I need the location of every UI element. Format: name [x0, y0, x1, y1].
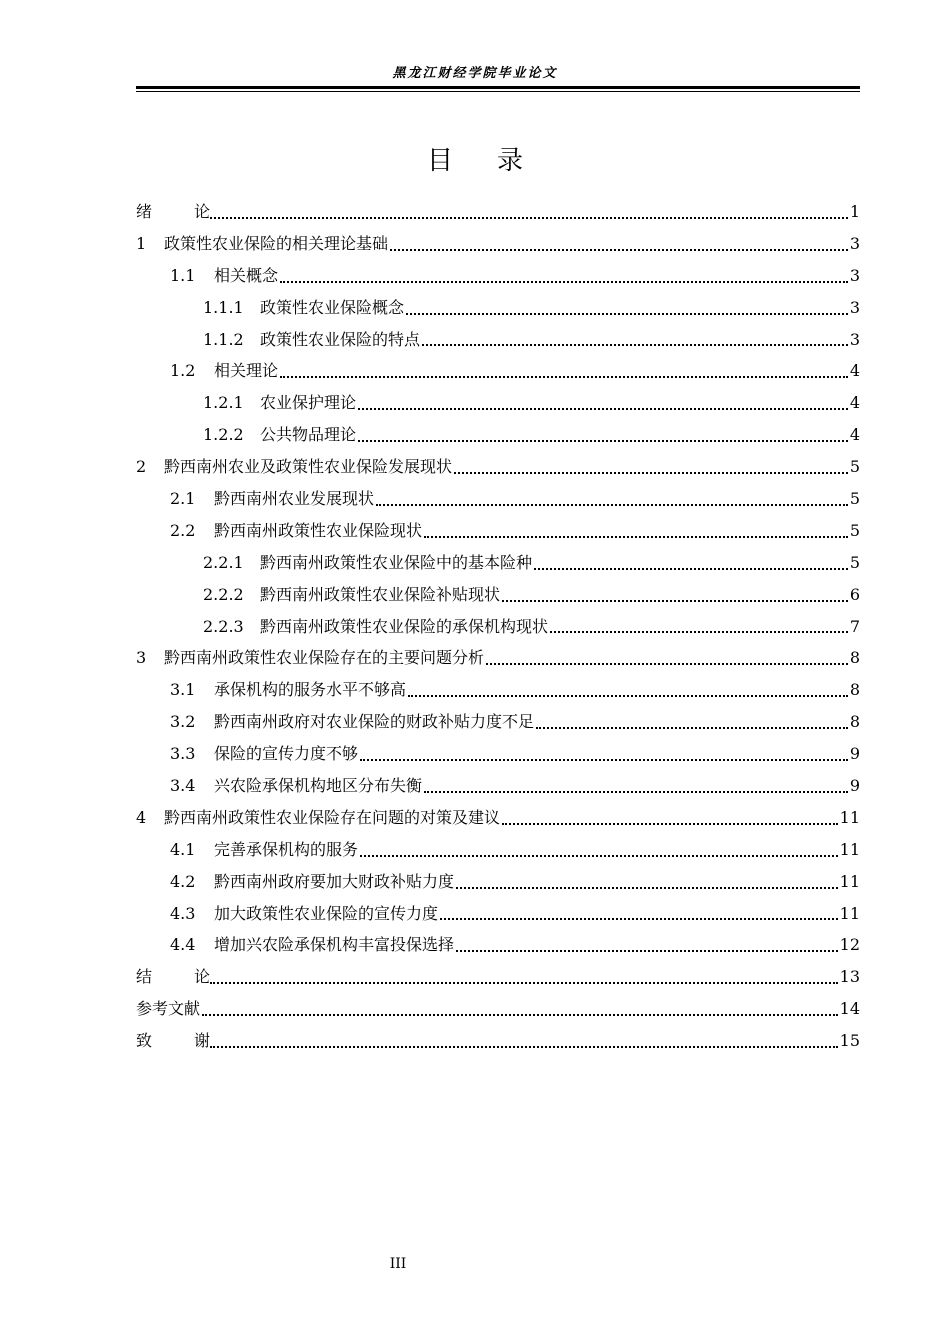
- toc-entry-title: 黔西南州政策性农业保险现状: [214, 520, 423, 540]
- toc-leader-dots: [202, 1013, 838, 1016]
- toc-leader-dots: [390, 248, 848, 251]
- toc-entry-page: 13: [839, 967, 860, 987]
- toc-entry-number: 1.1.1: [203, 297, 244, 317]
- toc-entry[interactable]: [136, 802, 860, 834]
- toc-leader-dots: [456, 886, 838, 889]
- toc-entry[interactable]: [136, 961, 860, 993]
- toc-leader-dots: [358, 407, 848, 410]
- toc-entry-title: 黔西南州政策性农业保险存在的主要问题分析: [164, 648, 485, 668]
- toc-leader-dots: [358, 439, 848, 442]
- toc-entry-title: 黔西南州政策性农业保险补贴现状: [260, 584, 501, 604]
- toc-entry[interactable]: [136, 292, 860, 324]
- toc-entry[interactable]: [136, 419, 860, 451]
- toc-entry-page: 3: [849, 265, 860, 285]
- toc-entry[interactable]: [136, 547, 860, 579]
- toc-entry[interactable]: [136, 993, 860, 1025]
- toc-entry-number: 4.2: [170, 871, 196, 891]
- toc-entry-number: 1.1: [170, 265, 196, 285]
- toc-entry[interactable]: [136, 579, 860, 611]
- toc-entry-page: 5: [849, 552, 860, 572]
- toc-entry-title: 承保机构的服务水平不够高: [214, 680, 407, 700]
- toc-entry[interactable]: [136, 196, 860, 228]
- toc-entry-page: 11: [839, 871, 860, 891]
- toc-entry-title: 黔西南州农业及政策性农业保险发展现状: [164, 457, 453, 477]
- toc-entry[interactable]: [136, 898, 860, 930]
- toc-entry-page: 11: [839, 903, 860, 923]
- toc-entry[interactable]: [136, 642, 860, 674]
- toc-entry-title: 政策性农业保险概念: [260, 297, 405, 317]
- toc-entry-page: 11: [839, 807, 860, 827]
- header-rule-thin: [136, 91, 860, 92]
- page-number: III: [389, 1256, 407, 1272]
- toc-entry-page: 8: [849, 680, 860, 700]
- toc-entry-page: 5: [849, 457, 860, 477]
- toc-leader-dots: [422, 343, 848, 346]
- toc-entry-title: 保险的宣传力度不够: [214, 744, 359, 764]
- toc-entry[interactable]: [136, 260, 860, 292]
- toc-leader-dots: [550, 630, 848, 633]
- toc-entry-title: 黔西南州政策性农业保险中的基本险种: [260, 552, 533, 572]
- toc-leader-dots: [456, 949, 838, 952]
- toc-title: 目录: [426, 146, 567, 176]
- toc-leader-dots: [502, 599, 848, 602]
- toc-entry[interactable]: [136, 929, 860, 961]
- toc-entry-number: 4.1: [170, 839, 196, 859]
- toc-entry-page: 6: [849, 584, 860, 604]
- toc-entry-page: 3: [849, 329, 860, 349]
- toc-leader-dots: [534, 567, 848, 570]
- toc-entry-title: 增加兴农险承保机构丰富投保选择: [214, 935, 455, 955]
- toc-leader-dots: [486, 662, 848, 665]
- toc-entry-page: 4: [849, 393, 860, 413]
- toc-entry-page: 4: [849, 425, 860, 445]
- toc-entry[interactable]: [136, 834, 860, 866]
- toc-entry-page: 5: [849, 520, 860, 540]
- toc-entry[interactable]: [136, 451, 860, 483]
- toc-entry-title: 致谢: [136, 1031, 253, 1051]
- toc-entry-number: 2.2.2: [203, 584, 244, 604]
- toc-entry-title: 相关概念: [214, 265, 279, 285]
- toc-entry-number: 2.1: [170, 488, 196, 508]
- toc-entry-number: 3.4: [170, 775, 196, 795]
- toc-entry-number: 1.2.2: [203, 425, 244, 445]
- toc-entry[interactable]: [136, 228, 860, 260]
- toc-leader-dots: [424, 535, 848, 538]
- toc-entry-number: 1: [136, 233, 147, 253]
- toc-leader-dots: [454, 471, 848, 474]
- toc-entry[interactable]: [136, 387, 860, 419]
- toc-entry-title: 公共物品理论: [260, 425, 357, 445]
- toc-entry-title: 参考文献: [136, 999, 201, 1019]
- toc-entry-title: 绪论: [136, 201, 253, 221]
- toc-entry-title: 加大政策性农业保险的宣传力度: [214, 903, 439, 923]
- toc-entry-page: 9: [849, 775, 860, 795]
- toc-leader-dots: [280, 280, 848, 283]
- toc-entry[interactable]: [136, 483, 860, 515]
- toc-entry-number: 1.2.1: [203, 393, 244, 413]
- toc-leader-dots: [408, 694, 848, 697]
- toc-entry-title: 完善承保机构的服务: [214, 839, 359, 859]
- toc-leader-dots: [502, 822, 838, 825]
- toc-leader-dots: [536, 726, 848, 729]
- toc-entry[interactable]: [136, 770, 860, 802]
- toc-entry-title: 政策性农业保险的相关理论基础: [164, 233, 389, 253]
- toc-entry[interactable]: [136, 706, 860, 738]
- toc-entry-title: 黔西南州政府要加大财政补贴力度: [214, 871, 455, 891]
- toc-entry-title: 结论: [136, 967, 253, 987]
- toc-entry-title: 黔西南州农业发展现状: [214, 488, 375, 508]
- toc-entry-page: 4: [849, 361, 860, 381]
- toc-entry-page: 3: [849, 297, 860, 317]
- toc-entry-title: 黔西南州政府对农业保险的财政补贴力度不足: [214, 712, 535, 732]
- table-of-contents: [136, 196, 860, 1057]
- toc-leader-dots: [210, 1045, 838, 1048]
- toc-entry-number: 1.2: [170, 361, 196, 381]
- toc-entry-number: 2.2.1: [203, 552, 244, 572]
- toc-leader-dots: [210, 216, 848, 219]
- toc-leader-dots: [424, 790, 848, 793]
- toc-entry-number: 3.3: [170, 744, 196, 764]
- toc-leader-dots: [360, 758, 848, 761]
- toc-entry-page: 1: [849, 201, 860, 221]
- toc-entry[interactable]: [136, 1025, 860, 1057]
- toc-entry-page: 7: [849, 616, 860, 636]
- toc-entry-number: 3.1: [170, 680, 196, 700]
- toc-entry-page: 8: [849, 648, 860, 668]
- toc-entry[interactable]: [136, 355, 860, 387]
- toc-entry[interactable]: [136, 866, 860, 898]
- toc-entry-number: 4: [136, 807, 147, 827]
- toc-leader-dots: [440, 917, 838, 920]
- toc-leader-dots: [210, 981, 838, 984]
- toc-entry[interactable]: [136, 738, 860, 770]
- toc-entry-number: 2: [136, 457, 147, 477]
- toc-entry-number: 2.2: [170, 520, 196, 540]
- toc-leader-dots: [360, 854, 838, 857]
- toc-entry-page: 9: [849, 744, 860, 764]
- toc-entry-page: 15: [839, 1031, 860, 1051]
- toc-entry-number: 3.2: [170, 712, 196, 732]
- toc-entry[interactable]: [136, 515, 860, 547]
- toc-entry-page: 8: [849, 712, 860, 732]
- toc-entry-number: 1.1.2: [203, 329, 244, 349]
- toc-entry-page: 3: [849, 233, 860, 253]
- toc-entry-title: 兴农险承保机构地区分布失衡: [214, 775, 423, 795]
- toc-entry[interactable]: [136, 674, 860, 706]
- toc-entry-title: 相关理论: [214, 361, 279, 381]
- toc-entry-number: 4.3: [170, 903, 196, 923]
- toc-entry-title: 农业保护理论: [260, 393, 357, 413]
- toc-entry-page: 11: [839, 839, 860, 859]
- toc-entry[interactable]: [136, 324, 860, 356]
- toc-entry-number: 4.4: [170, 935, 196, 955]
- toc-entry-title: 黔西南州政策性农业保险存在问题的对策及建议: [164, 807, 501, 827]
- toc-entry-number: 2.2.3: [203, 616, 244, 636]
- toc-leader-dots: [376, 503, 848, 506]
- page-header: 黑龙江财经学院毕业论文: [392, 66, 558, 81]
- toc-entry-page: 12: [839, 935, 860, 955]
- toc-entry-page: 14: [839, 999, 860, 1019]
- header-rule-thick: [136, 86, 860, 89]
- toc-entry-page: 5: [849, 488, 860, 508]
- toc-entry-title: 黔西南州政策性农业保险的承保机构现状: [260, 616, 549, 636]
- toc-entry[interactable]: [136, 611, 860, 643]
- toc-leader-dots: [406, 312, 848, 315]
- toc-leader-dots: [280, 375, 848, 378]
- toc-entry-number: 3: [136, 648, 147, 668]
- toc-entry-title: 政策性农业保险的特点: [260, 329, 421, 349]
